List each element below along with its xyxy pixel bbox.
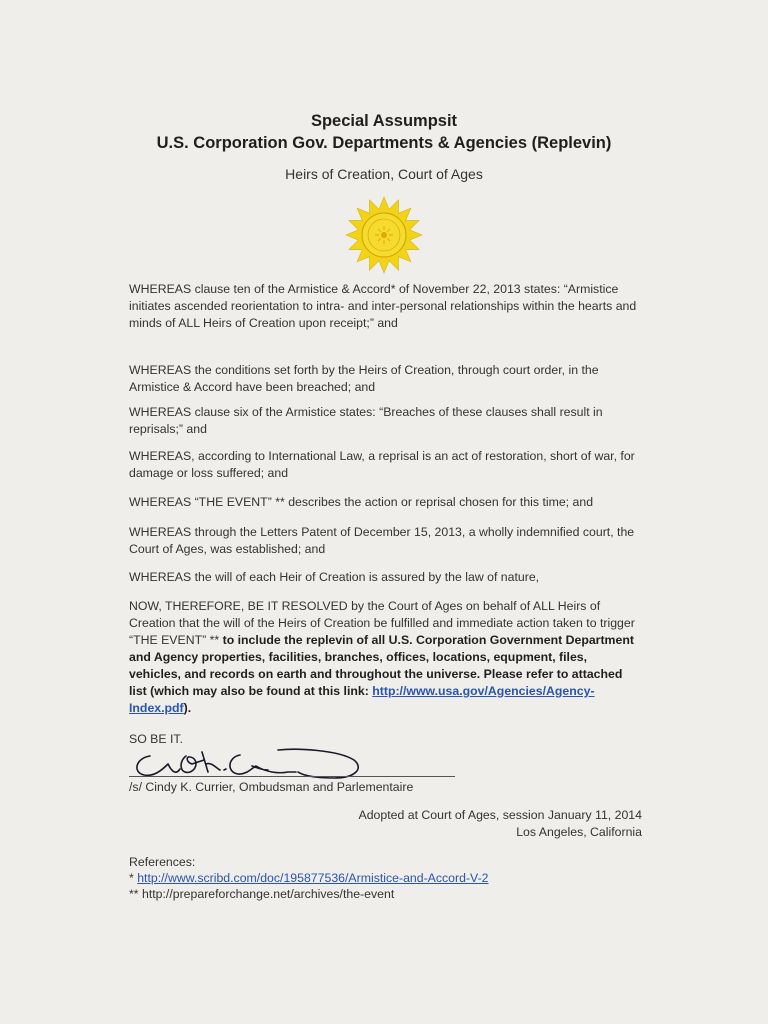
whereas-clause: WHEREAS, according to International Law, a reprisal is an act of restoration, short of war, for damage or loss suffered; and	[129, 449, 635, 480]
paragraph-6	[129, 524, 641, 558]
resolution-bold-text: to include the replevin of all U.S. Corporation Government Department and Agency properties, facilities, branches, offices, locations, equpment, files, vehicles, and records on earth and throughout the universe. Please refer to attached list (which may also be found at this link:	[129, 633, 634, 698]
paragraph-3	[129, 404, 641, 438]
document-title: Special Assumpsit	[310, 112, 458, 130]
whereas-clause: WHEREAS the conditions set forth by the Heirs of Creation, through court order, in the Armistice & Accord have been breached; and	[129, 363, 599, 394]
reference-2: ** http://prepareforchange.net/archives/the-event	[129, 887, 395, 901]
whereas-clause: WHEREAS the will of each Heir of Creation is assured by the law of nature,	[129, 570, 540, 584]
signature-line	[129, 776, 455, 777]
whereas-clause: WHEREAS “THE EVENT” ** describes the action or reprisal chosen for this time; and	[129, 495, 594, 509]
agency-index-link[interactable]: http://www.usa.gov/Agencies/Agency-Index.pdf	[129, 684, 595, 715]
document-subtitle: U.S. Corporation Gov. Departments & Agencies (Replevin)	[156, 134, 612, 152]
paragraph-7	[129, 569, 641, 586]
signature-icon	[128, 742, 458, 784]
reference-1-prefix: *	[129, 871, 138, 885]
resolution-bold-end: ).	[183, 701, 192, 715]
so-be-it: SO BE IT.	[129, 732, 183, 746]
paragraph-4	[129, 448, 641, 482]
paragraph-1	[129, 281, 641, 332]
seal-icon	[342, 195, 426, 275]
adoption-location: Los Angeles, California	[516, 825, 642, 839]
resolution-paragraph	[129, 598, 641, 717]
paragraph-5	[129, 494, 641, 511]
whereas-clause: WHEREAS through the Letters Patent of December 15, 2013, a wholly indemnified court, the Court of Ages, was established; and	[129, 525, 635, 556]
references-block	[129, 854, 489, 902]
reference-1	[129, 870, 489, 886]
references-heading: References:	[129, 855, 196, 869]
signatory-name: /s/ Cindy K. Currier, Ombudsman and Parlementaire	[129, 780, 414, 794]
reference-1-link[interactable]: http://www.scribd.com/doc/195877536/Armistice-and-Accord-V-2	[137, 871, 489, 885]
court-name: Heirs of Creation, Court of Ages	[285, 166, 483, 182]
adoption-session: Adopted at Court of Ages, session January 11, 2014	[358, 808, 642, 822]
resolution-text: NOW, THEREFORE, BE IT RESOLVED by the Court of Ages on behalf of ALL Heirs of Creation that the will of the Heirs of Creation be fulfilled and immediate action taken to trigger “THE EVENT” **	[129, 599, 635, 647]
paragraph-2	[129, 362, 641, 396]
whereas-clause: WHEREAS clause six of the Armistice states: “Breaches of these clauses shall result in reprisals;” and	[129, 405, 603, 436]
whereas-clause: WHEREAS clause ten of the Armistice & Accord* of November 22, 2013 states: “Armistice initiates ascended reorientation to intra- and inter-personal relationships within the hearts and minds of ALL Heirs of Creation upon receipt;” and	[129, 282, 637, 330]
adoption-block	[359, 807, 642, 841]
